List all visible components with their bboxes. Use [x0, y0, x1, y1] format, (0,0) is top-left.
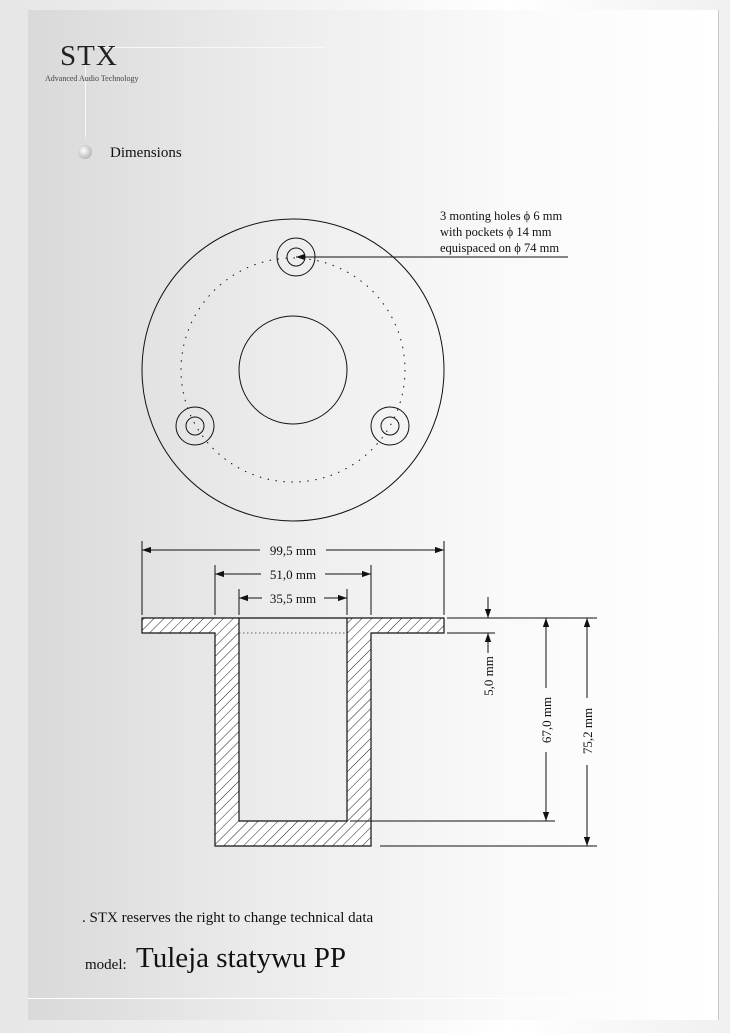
section-title: Dimensions: [110, 145, 182, 161]
section-body-hatched: [142, 618, 444, 846]
dim-outer-tube: 51,0 mm: [269, 567, 317, 582]
hole-note-line-2: with pockets ϕ 14 mm: [440, 225, 552, 239]
model-name: Tuleja statywu PP: [136, 942, 347, 974]
brand-tagline: Advanced Audio Technology: [45, 74, 139, 83]
dim-inner-bore: 35,5 mm: [269, 591, 317, 606]
outer-flange-circle: [142, 219, 444, 521]
disclaimer-text: . STX reserves the right to change technical data: [82, 910, 374, 926]
mounting-hole-left: [176, 407, 214, 445]
brand-logo: STX: [60, 40, 118, 72]
bolt-circle: [181, 258, 405, 482]
model-label: model:: [85, 957, 127, 973]
dim-flange-thickness: 5,0 mm: [481, 656, 496, 696]
dim-total-height: 75,2 mm: [580, 707, 595, 755]
hole-note-line-1: 3 monting holes ϕ 6 mm: [440, 209, 563, 223]
vertical-dimensions: [350, 597, 597, 846]
dim-tube-height: 67,0 mm: [539, 696, 554, 744]
dim-total-width: 99,5 mm: [269, 543, 317, 558]
hole-note-line-3: equispaced on ϕ 74 mm: [440, 241, 560, 255]
top-view: [142, 219, 568, 521]
mounting-hole-right: [371, 407, 409, 445]
center-bore-circle: [239, 316, 347, 424]
side-section-view: [142, 618, 444, 846]
